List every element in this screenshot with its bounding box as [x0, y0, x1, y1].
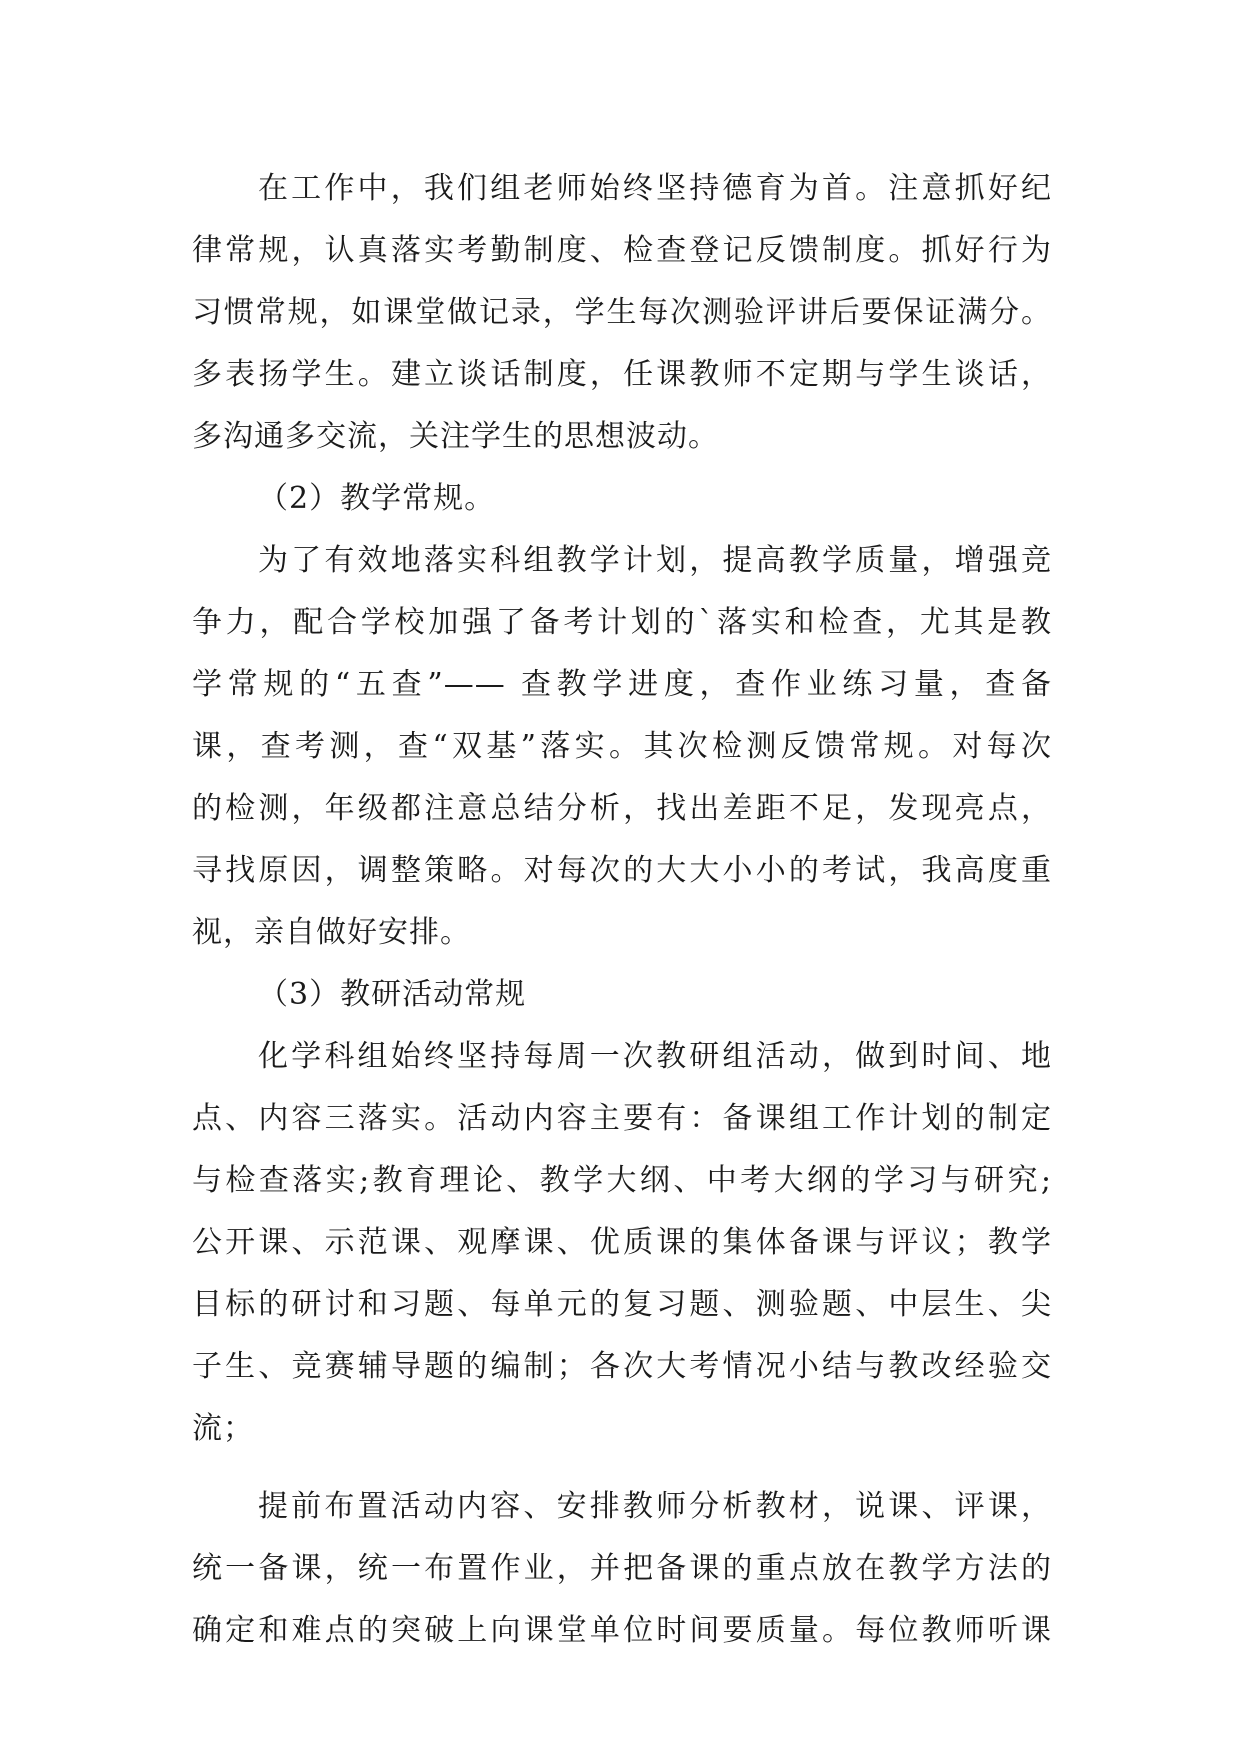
text-line: 与检查落实;教育理论、教学大纲、中考大纲的学习与研究; [192, 1163, 1052, 1198]
document-body [192, 158, 1052, 1662]
text-line: 多表扬学生。建立谈话制度，任课教师不定期与学生谈话， [192, 357, 1052, 392]
text-line: 提前布置活动内容、安排教师分析教材，说课、评课， [258, 1489, 1052, 1524]
text-line: 的检测，年级都注意总结分析，找出差距不足，发现亮点， [192, 791, 1052, 826]
text-line: 课，查考测，查“双基”落实。其次检测反馈常规。对每次 [192, 729, 1052, 764]
text-line: 多沟通多交流，关注学生的思想波动。 [192, 419, 719, 454]
text-line: 流； [192, 1411, 254, 1446]
text-line: 点、内容三落实。活动内容主要有：备课组工作计划的制定 [192, 1101, 1052, 1136]
text-line: 视，亲自做好安排。 [192, 915, 471, 950]
text-line: 为了有效地落实科组教学计划，提高教学质量，增强竞 [258, 543, 1052, 578]
text-line: 在工作中，我们组老师始终坚持德育为首。注意抓好纪 [258, 171, 1052, 206]
section-heading-3: （3）教研活动常规 [258, 977, 527, 1012]
text-line: 学常规的“五查”—— 查教学进度，查作业练习量，查备 [192, 667, 1052, 702]
text-line: 习惯常规，如课堂做记录，学生每次测验评讲后要保证满分。 [192, 295, 1052, 330]
section-heading-2: （2）教学常规。 [258, 481, 496, 516]
text-line: 目标的研讨和习题、每单元的复习题、测验题、中层生、尖 [192, 1287, 1052, 1322]
text-line: 确定和难点的突破上向课堂单位时间要质量。每位教师听课 [192, 1613, 1052, 1648]
text-line: 子生、竞赛辅导题的编制；各次大考情况小结与教改经验交 [192, 1349, 1052, 1384]
text-line: 公开课、示范课、观摩课、优质课的集体备课与评议；教学 [192, 1225, 1052, 1260]
text-line: 寻找原因，调整策略。对每次的大大小小的考试，我高度重 [192, 853, 1052, 888]
text-line: 统一备课，统一布置作业，并把备课的重点放在教学方法的 [192, 1551, 1052, 1586]
text-line: 争力，配合学校加强了备考计划的`落实和检查，尤其是教 [192, 605, 1052, 640]
text-line: 化学科组始终坚持每周一次教研组活动，做到时间、地 [258, 1039, 1052, 1074]
text-line: 律常规，认真落实考勤制度、检查登记反馈制度。抓好行为 [192, 233, 1052, 268]
